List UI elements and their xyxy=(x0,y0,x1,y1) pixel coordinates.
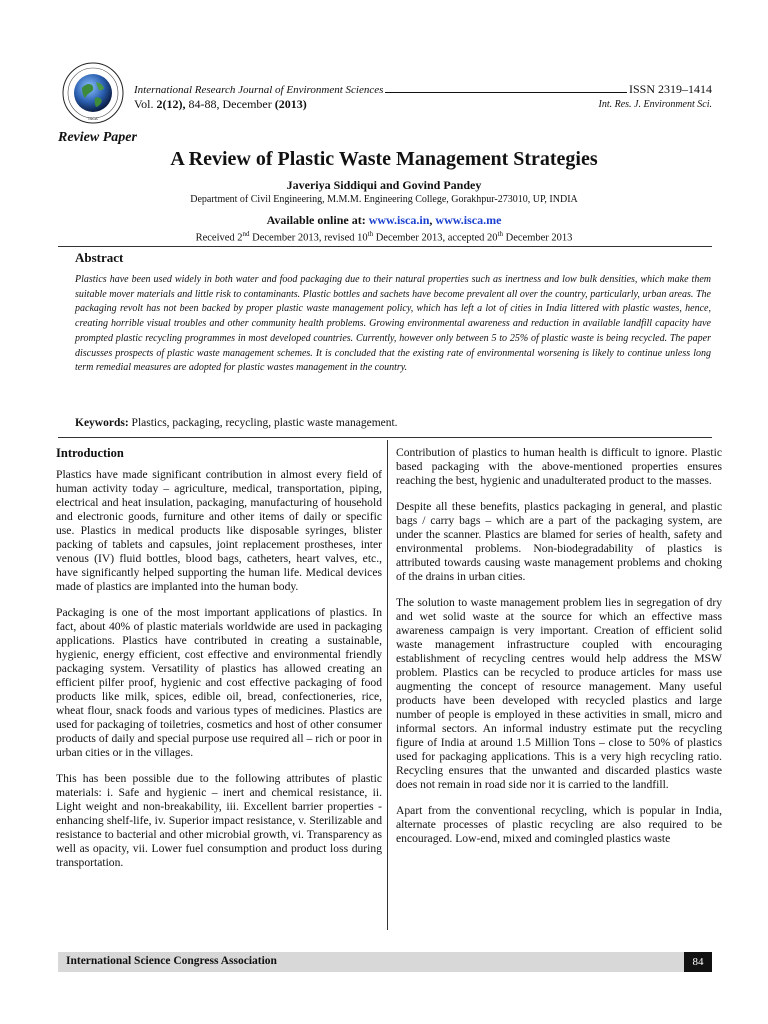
paper-title: A Review of Plastic Waste Management Strategies xyxy=(170,148,598,170)
svg-text:ISCA: ISCA xyxy=(88,116,98,121)
footer-organization: International Science Congress Association xyxy=(66,955,277,967)
journal-header-line xyxy=(134,82,712,97)
paragraph: This has been possible due to the following attributes of plastic materials: i. Safe and hygienic – inert and chemical resistance, ii. Light weight and non-breakability, iii. Excellent barrier properties - enhancing shelf-life, iv. Superior impact resistance, v. Sterilizable and resistance to bacterial and other microbial growth, vi. Transparency as well as opacity, vii. Lower fuel consumption and product loss during transportation. xyxy=(56,772,382,869)
isca-globe-logo xyxy=(62,62,124,124)
paragraph: Apart from the conventional recycling, which is popular in India, alternate processes of plastic recycling are also required to be encouraged. Low-end, mixed and comingled plastics waste xyxy=(396,804,722,845)
affiliation: Department of Civil Engineering, M.M.M. Engineering College, Gorakhpur-273010, UP, INDIA xyxy=(190,194,578,205)
introduction-heading: Introduction xyxy=(56,446,124,460)
journal-name: International Research Journal of Environment Sciences xyxy=(134,84,384,96)
left-column xyxy=(56,446,382,882)
authors: Javeriya Siddiqui and Govind Pandey xyxy=(286,178,482,192)
header-underline xyxy=(385,84,627,93)
paper-type: Review Paper xyxy=(58,130,137,145)
paragraph: Contribution of plastics to human health is difficult to ignore. Plastic based packaging with the above-mentioned properties ensures reaching the best, hygienic and unadulterated product to the masses. xyxy=(396,446,722,487)
abstract-text: Plastics have been used widely in both water and food packaging due to their natural properties such as inertness and low bulk densities, which make them suitable mover materials and little risk to contaminants. Plastic bottles and sachets have become prevalent all over the country, particularly, urban areas. The packaging revolt has not been backed by proper plastic waste management policy, which has left a lot of cities in India littered with plastic wastes, hence, creating horrible visual troubles and other community health problems. Growing environmental awareness and reduction in available landfill capacity have prompted plastic recycling programmes in most developed countries. Currently, however only between 5 to 25% of plastic waste is being recycled. The paper discusses prospects of plastic waste management schemes. It is concluded that the existing rate of environmental worsening is likely to continue unless long term remedial measures are adopted for plastic wastes management in the country. xyxy=(75,274,711,374)
page-number: 84 xyxy=(684,952,712,972)
footer-bar xyxy=(58,952,712,972)
isca-in-link[interactable]: www.isca.in xyxy=(368,213,430,227)
issn: ISSN 2319–1414 xyxy=(628,82,712,96)
paragraph: Despite all these benefits, plastics packaging in general, and plastic bags / carry bags – which are a part of the packaging system, are under the scanner. Plastics are blamed for series of health, safety and environmental problems. Non-biodegradability of plastics is attributed towards causing waste management problems and choking of the drains in urban cities. xyxy=(396,500,722,583)
isca-me-link[interactable]: www.isca.me xyxy=(435,213,502,227)
paragraph: Packaging is one of the most important applications of plastics. In fact, about 40% of plastic materials worldwide are used in packaging applications. Plastics have contributed in creating a sustainable, hygienic, energy efficient, cost effective and environmental friendly packaging system. Versatility of plastics has allowed creating an efficient pilfer proof, hygienic and cost effective packaging of food products like milk, spices, edible oil, bread, confectioneries, rice, wheat flour, snack foods and various types of medicines. Plastics are used for packaging of toiletries, cosmetics and host of other consumer products of daily and special purpose use required all – rich or poor in urban cities or in the villages. xyxy=(56,606,382,759)
keywords: Keywords: Plastics, packaging, recycling, plastic waste management. xyxy=(75,417,398,429)
available-online: Available online at: www.isca.in, www.isca.me xyxy=(266,213,502,227)
right-column xyxy=(396,446,722,858)
volume-info: Vol. 2(12), 84-88, December (2013) xyxy=(134,97,307,111)
journal-abbreviation: Int. Res. J. Environment Sci. xyxy=(598,99,712,110)
abstract-divider xyxy=(58,437,712,438)
paragraph: Plastics have made significant contribution in almost every field of human activity today – agriculture, medical, transportation, piping, electrical and heat insulation, packaging, manufacturing of household and electronic goods, furniture and other items of daily or specific use. Plastics in medical products like disposable syringes, blister packing of tablets and capsules, joint replacement prostheses, inter venous (IV) fluid bottles, blood bags, catheters, heart valves, etc., have significantly helped supporting the human life. Medical devices made of plastics are implanted into the human body. xyxy=(56,468,382,593)
received-dates: Received 2nd December 2013, revised 10th December 2013, accepted 20th December 2013 xyxy=(195,230,573,244)
abstract-heading: Abstract xyxy=(75,250,124,265)
column-divider xyxy=(387,440,388,930)
paragraph: The solution to waste management problem lies in segregation of dry and wet solid waste at the source for which an effective mass awareness campaign is very important. Creation of efficient solid waste management infrastructure coupled with encouraging establishment of recycling centres would help address the MSW problem. Plastics can be recycled to produce articles for mass use augmenting the concept of resource management. Many useful products have been developed with recycled plastics and large number of people is employed in these activities in small, micro and informal sectors. An informal industry estimate put the recycling figure of India at around 1.5 Million Tons – close to 50% of plastics used for packaging applications. This is a very high recycling ratio. Recycling ensures that the unwanted and discarded plastics waste does not remain in road side nor it is carried to the landfill. xyxy=(396,596,722,791)
header-divider xyxy=(58,246,712,247)
